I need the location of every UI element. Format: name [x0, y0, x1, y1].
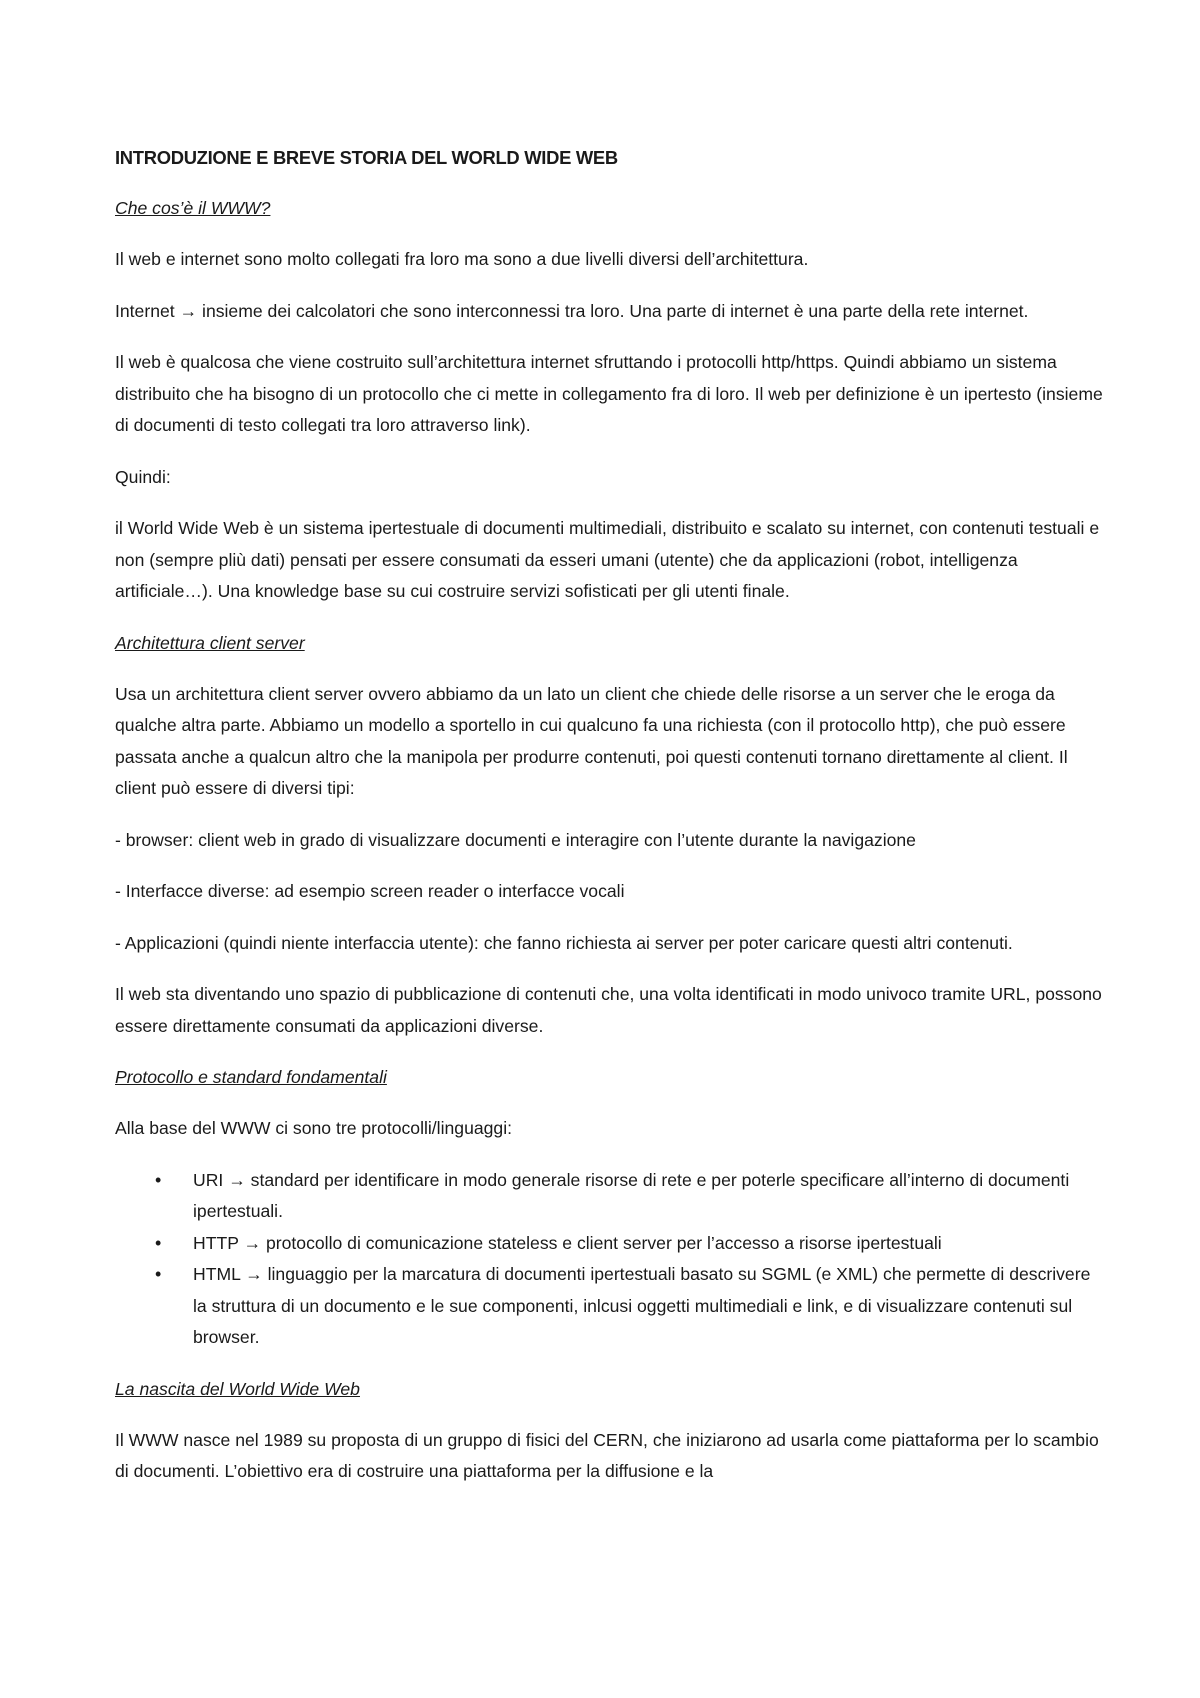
bullet-icon: •	[155, 1232, 162, 1253]
bullet-text: HTML → linguaggio per la marcatura di documenti ipertestuali basato su SGML (e XML) che permette di descrivere la struttura di un documento e le sue componenti, inlcusi oggetti multimediali e link, e di visualizzare contenuti sul browser.	[193, 1264, 1091, 1347]
paragraph: Il web sta diventando uno spazio di pubblicazione di contenuti che, una volta identificati in modo univoco tramite URL, possono essere direttamente consumati da applicazioni diverse.	[115, 984, 1102, 1036]
paragraph: Usa un architettura client server ovvero abbiamo da un lato un client che chiede delle risorse a un server che le eroga da qualche altra parte. Abbiamo un modello a sportello in cui qualcuno fa una richiesta (con il protocollo http), che può essere passata anche a qualcun altro che la manipola per produrre contenuti, poi questi contenuti tornano direttamente al client. Il client può essere di diversi tipi:	[115, 683, 1068, 798]
bullet-item-http	[115, 1228, 1105, 1260]
bullet-icon: •	[155, 1264, 162, 1284]
section-heading-what-is-www: Che cos’è il WWW?	[115, 198, 271, 218]
paragraph: Alla base del WWW ci sono tre protocolli/linguaggi:	[115, 1118, 513, 1138]
paragraph: il World Wide Web è un sistema ipertestuale di documenti multimediali, distribuito e scalato su internet, con contenuti testuali e non (sempre pliù dati) pensati per essere consumati da esseri umani (utente) che da applicazioni (robot, intelligenza artificiale…). Una knowledge base su cui costruire servizi sofisticati per gli utenti finale.	[115, 518, 1100, 601]
list-item: - browser: client web in grado di visualizzare documenti e interagire con l’utente durante la navigazione	[115, 829, 916, 850]
section-heading-client-server: Architettura client server	[115, 632, 305, 653]
list-item: - Interfacce diverse: ad esempio screen reader o interfacce vocali	[115, 881, 625, 901]
bullet-text: URI → standard per identificare in modo generale risorse di rete e per poterle specificare all’interno di documenti ipertestuali.	[193, 1169, 1070, 1221]
bullet-item-uri	[115, 1165, 1105, 1228]
list-item: - Applicazioni (quindi niente interfaccia utente): che fanno richiesta ai server per poter caricare questi altri contenuti.	[115, 932, 1013, 953]
document-title: INTRODUZIONE E BREVE STORIA DEL WORLD WIDE WEB	[115, 147, 618, 168]
paragraph: Quindi:	[115, 466, 171, 487]
bullet-icon: •	[155, 1169, 162, 1190]
document-page	[115, 142, 1105, 1508]
paragraph: Il web e internet sono molto collegati fra loro ma sono a due livelli diversi dell’architettura.	[115, 249, 809, 269]
paragraph: Internet → insieme dei calcolatori che sono interconnessi tra loro. Una parte di internet è una parte della rete internet.	[115, 300, 1029, 321]
section-heading-protocols: Protocollo e standard fondamentali	[115, 1067, 387, 1087]
section-heading-birth-of-www: La nascita del World Wide Web	[115, 1378, 360, 1399]
paragraph: Il WWW nasce nel 1989 su proposta di un gruppo di fisici del CERN, che iniziarono ad usarla come piattaforma per lo scambio di documenti. L’obiettivo era di costruire una piattaforma per la diffusione e la	[115, 1429, 1099, 1481]
bullet-list	[115, 1165, 1105, 1354]
paragraph: Il web è qualcosa che viene costruito sull’architettura internet sfruttando i protocolli http/https. Quindi abbiamo un sistema distribuito che ha bisogno di un protocollo che ci mette in collegamento fra di loro. Il web per definizione è un ipertesto (insieme di documenti di testo collegati tra loro attraverso link).	[115, 352, 1103, 435]
bullet-item-html	[115, 1259, 1105, 1354]
bullet-text: HTTP → protocollo di comunicazione stateless e client server per l’accesso a risorse ipertestuali	[193, 1232, 942, 1253]
